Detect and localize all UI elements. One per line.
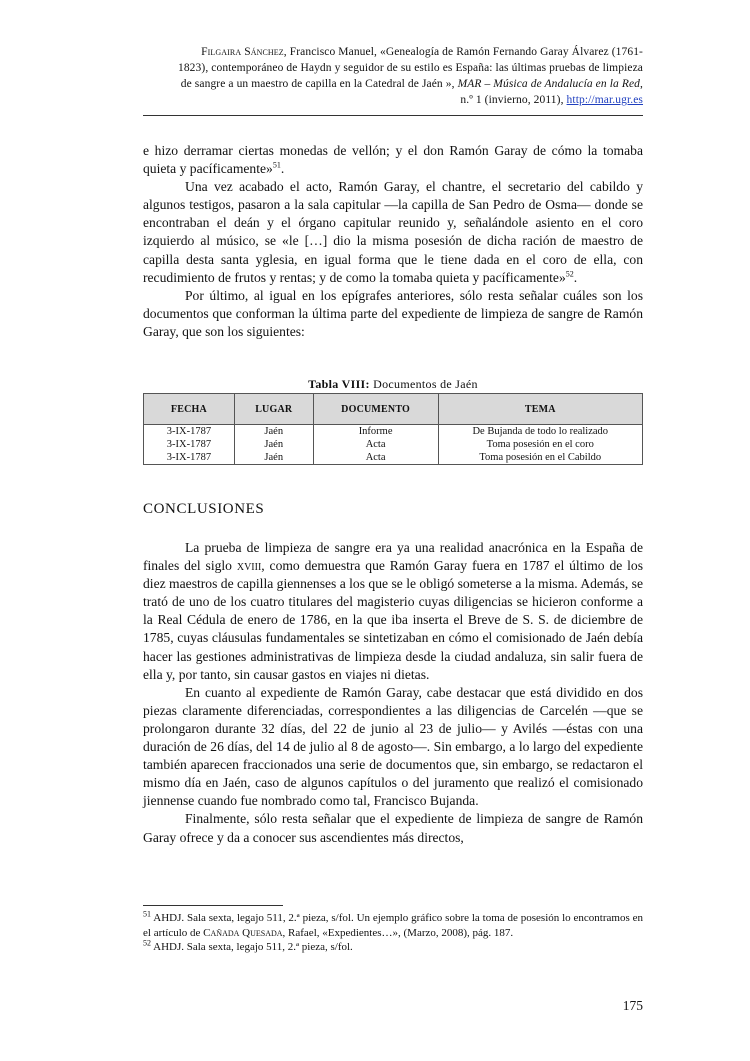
table-cell: De Bujanda de todo lo realizado xyxy=(438,425,642,439)
footnote-51-author: Cañada Quesada xyxy=(203,926,283,939)
conclusion-paragraph-1 xyxy=(143,539,643,684)
conclusion-1-text-b: , como demuestra que Ramón Garay fuera en 1787 el último de los diez maestros de capilla giennenses a los que se le obligó someterse a la misma. Además, se trató de uno de los cuatro titulares del magisterio cuyas diligencias se hicieron conforme a la Real Cédula de enero de 1786, en la que iba inserta el Breve de S. S. de diciembre de 1785, cuyas cláusulas fundamentales se sintetizaban en cómo el comisionado de Jaén debía hacer las gestiones administrativas de limpieza desde la ciudad andaluza, sin salir fuera de ella y, por tanto, sin causar gastos en viajes ni dietas. xyxy=(143,558,643,682)
body-text-upper xyxy=(143,142,643,341)
table-row xyxy=(144,438,643,451)
conclusion-paragraph-3: Finalmente, sólo resta señalar que el expediente de limpieza de sangre de Ramón Garay ofrece y da a conocer sus ascendientes más directos, xyxy=(143,811,643,845)
paragraph-2-end: . xyxy=(573,269,578,285)
footnote-ref-52[interactable]: 52 xyxy=(565,269,574,279)
footnote-51 xyxy=(143,911,643,940)
paragraph-2-text: Una vez acabado el acto, Ramón Garay, el chantre, el secretario del cabildo y algunos testigos, pasaron a la sala capitular —la capilla de San Pedro de Osma— donde se encontraban el deán y el órgano capitular reunido y, señalándole asiento en el coro izquierdo al músico, se «le […] dio la misma posesión de dicha ración de maestro de capilla desta santa yglesia, en igual forma que le tiene dada en el coro de ella, con recudimiento de frutos y rentas; y de como la tomaba quieta y pacíficamente» xyxy=(143,179,643,285)
century-numeral: xviii xyxy=(236,558,262,574)
footnote-51-text-b: , Rafael, «Expedientes…», (Marzo, 2008), pág. 187. xyxy=(282,926,514,939)
column-header-tema: TEMA xyxy=(438,394,642,425)
table-row xyxy=(144,451,643,465)
paragraph-3: Por último, al igual en los epígrafes anteriores, sólo resta señalar cuáles son los documentos que conforman la última parte del expediente de limpieza de sangre de Ramón Garay, que son los siguientes: xyxy=(143,287,643,339)
footnote-52 xyxy=(143,940,643,955)
footnote-rule xyxy=(143,905,283,906)
table-cell: Acta xyxy=(313,438,438,451)
paragraph-2 xyxy=(143,178,643,287)
table-cell: Jaén xyxy=(234,451,313,465)
conclusion-1-text-a: La prueba de limpieza de sangre era ya una realidad anacrónica en la España de finales del siglo xyxy=(143,540,643,574)
table-cell: Toma posesión en el Cabildo xyxy=(438,451,642,465)
table-row xyxy=(144,425,643,439)
table-cell: 3-IX-1787 xyxy=(144,438,235,451)
table-cell: Jaén xyxy=(234,425,313,439)
footnotes xyxy=(143,911,643,955)
footnote-51-text-a: AHDJ. Sala sexta, legajo 511, 2.ª pieza, s/fol. Un ejemplo gráfico sobre la toma de posesión lo encontramos en el artículo de xyxy=(143,912,643,939)
running-header xyxy=(143,44,643,108)
conclusion-paragraph-2: En cuanto al expediente de Ramón Garay, cabe destacar que está dividido en dos piezas claramente diferenciadas, correspondientes a las diligencias de Carcelén —que se prolongaron durante 32 días, del 22 de junio al 23 de julio— y Avilés —éstas con una duración de 26 días, del 14 de julio al 8 de agosto—. Sin embargo, a lo largo del expediente también aparecen fraccionados una serie de documentos que, sin embargo, se redactaron el mismo día en Jaén, caso de algunos capítulos o del juramento que realizó el comisionado jiennense cuando fue nombrado como tal, Francisco Bujanda. xyxy=(143,684,643,809)
column-header-lugar: LUGAR xyxy=(234,394,313,425)
table-cell: 3-IX-1787 xyxy=(144,425,235,439)
body-text-conclusions xyxy=(143,539,643,847)
table-cell: Toma posesión en el coro xyxy=(438,438,642,451)
header-line-1 xyxy=(143,44,643,60)
table-cell: Jaén xyxy=(234,438,313,451)
paragraph-1-text: e hizo derramar ciertas monedas de vellón; y el don Ramón Garay de cómo la tomaba quieta y pacíficamente» xyxy=(143,143,643,177)
paragraph-1-end: . xyxy=(280,161,285,177)
header-author: Filgaira Sánchez xyxy=(201,46,284,58)
table-caption-label: Tabla VIII: xyxy=(308,377,370,391)
footnote-52-text: AHDJ. Sala sexta, legajo 511, 2.ª pieza, s/fol. xyxy=(151,941,353,953)
journal-title: MAR – Música de Andalucía en la Red xyxy=(457,78,641,90)
column-header-fecha: FECHA xyxy=(144,394,235,425)
table-caption xyxy=(143,377,643,392)
footnote-number-51: 51 xyxy=(143,909,151,919)
paragraph-1 xyxy=(143,142,643,178)
footnote-number-52: 52 xyxy=(143,938,151,948)
header-rule xyxy=(143,115,643,116)
table-cell: Acta xyxy=(313,451,438,465)
header-line-2: 1823), contemporáneo de Haydn y seguidor de su estilo es España: las últimas pruebas de limpieza xyxy=(177,62,643,74)
column-header-documento: DOCUMENTO xyxy=(313,394,438,425)
table-caption-text: Documentos de Jaén xyxy=(369,377,478,391)
table-cell: 3-IX-1787 xyxy=(144,451,235,465)
section-title-conclusiones: CONCLUSIONES xyxy=(143,501,265,517)
header-line-3 xyxy=(143,76,643,92)
header-line3-pre: de sangre a un maestro de capilla en la Catedral de Jaén », xyxy=(180,78,455,90)
header-issue: n.º 1 (invierno, 2011), xyxy=(460,94,564,106)
journal-url-link[interactable]: http://mar.ugr.es xyxy=(566,94,643,106)
footnote-ref-51[interactable]: 51 xyxy=(272,160,281,170)
header-line1-rest: , Francisco Manuel, «Genealogía de Ramón Fernando Garay Álvarez (1761- xyxy=(283,46,643,58)
header-line3-post: , xyxy=(640,78,643,90)
page-number: 175 xyxy=(622,998,643,1013)
documents-table xyxy=(143,393,643,465)
table-cell: Informe xyxy=(313,425,438,439)
header-line-4 xyxy=(143,92,643,108)
